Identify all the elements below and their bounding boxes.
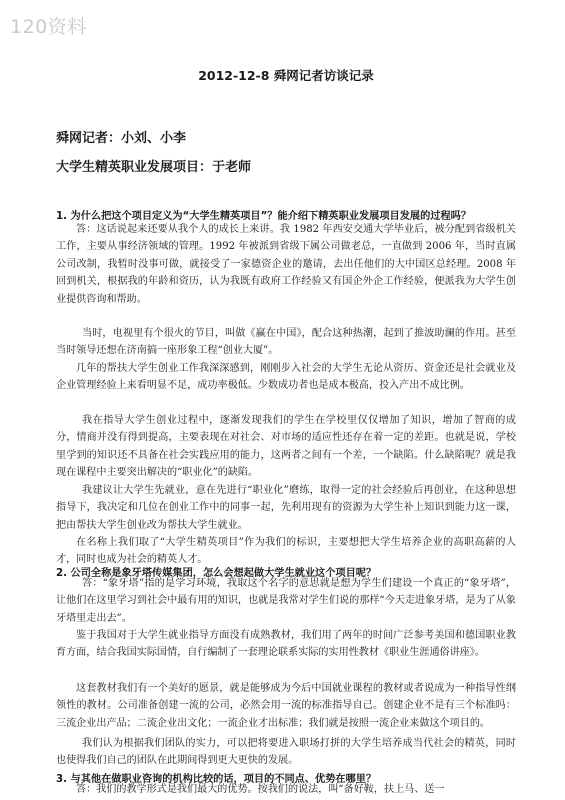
question-3: 3. 与其他在做职业咨询的机构比较的话，项目的不同点、优势在哪里？ bbox=[56, 774, 377, 785]
answer-1-para-6: 在名称上我们取了“大学生精英项目”作为我们的标识，主要想把大学生培养企业的高职高薪的人才，同时也成为社会的精英人才。 bbox=[56, 537, 516, 566]
answer-2-para-3: 这套教材我们有一个美好的愿景，就是能够成为今后中国就业课程的教材或者说成为一种指导性纲领性的教材。公司准备创建一流的公司，必然会用一流的标准指导自己。创建企业不是有三个标准吗：三流企业出产品；二流企业出文化；一流企业才出标准；我们就是按照一流企业来做这个项目的。 bbox=[56, 683, 516, 729]
answer-3-para-1: 答：我们的教学形式是我们最大的优势。按我们的说法，叫“备好鞍，扶上马、送一 bbox=[76, 784, 445, 795]
answer-2-para-4: 我们认为根据我们团队的实力，可以把将要进入职场打拼的大学生培养成当代社会的精英，同时也使得我们自己的团队在此期间得到更大更快的发展。 bbox=[56, 738, 516, 767]
watermark-text: 120资料 bbox=[10, 16, 87, 38]
answer-2-para-1: 答：“象牙塔”指的是学习环境，我取这个名字的意思就是想为学生们建设一个真正的“象牙塔”，让他们在这里学习到社会中最有用的知识，也就是我常对学生们说的那样“今天走进象牙塔，是为了从象牙塔里走出去”。 bbox=[56, 578, 516, 624]
answer-1-para-1: 答：这话说起来还要从我个人的成长上来讲。我 1982 年西安交通大学毕业后，被分配到省级机关工作，主要从事经济领域的管理。1992 年被派到省级下属公司做老总，一直做到 2006 年，当时直属公司改制，我暂时没事可做，就接受了一家德资企业的邀请，去出任他们的大中国区总经理。2008 年回到机关，根据我的年龄和资历，认为我既有政府工作经验又有国企外企工作经验，便派我为大学生创业提供咨询和帮助。 bbox=[56, 224, 516, 305]
answer-1-para-2: 当时，电视里有个很火的节目，叫做《赢在中国》，配合这种热潮，起到了推波助澜的作用。甚至当时领导还想在济南搞一座形象工程“创业大厦”。 bbox=[56, 328, 516, 357]
answer-2-para-2: 鉴于我国对于大学生就业指导方面没有成熟教材，我们用了两年的时间广泛参考美国和德国职业教育方面，结合我国实际国情，自行编制了一套理论联系实际的实用性教材《职业生涯通俗讲座》。 bbox=[56, 630, 516, 659]
project-line: 大学生精英职业发展项目：于老师 bbox=[56, 160, 252, 175]
answer-1-para-5: 我建议让大学生先就业，意在先进行“职业化”磨练，取得一定的社会经验后再创业，在这种思想指导下，我决定和几位在创业工作中的同事一起，先利用现有的资源为大学生补上知识到能力这一课，把由帮扶大学生创业改为帮扶大学生就业。 bbox=[56, 485, 516, 531]
question-1: 1. 为什么把这个项目定义为“大学生精英项目”？能介绍下精英职业发展项目发展的过程吗？ bbox=[56, 211, 472, 222]
answer-1-para-3: 几年的帮扶大学生创业工作我深深感到，刚刚步入社会的大学生无论从资历、资金还是社会就业及企业管理经验上来看明显不足，成功率极低。少数成功者也是成本极高，投入产出不成比例。 bbox=[56, 363, 516, 392]
reporter-line: 舜网记者：小刘、小李 bbox=[56, 131, 187, 146]
question-2: 2. 公司全称是象牙塔传媒集团，怎么会想起做大学生就业这个项目呢？ bbox=[56, 568, 377, 579]
document-title: 2012-12-8 舜网记者访谈记录 bbox=[198, 68, 374, 83]
answer-1-para-4: 我在指导大学生创业过程中，逐渐发现我们的学生在学校里仅仅增加了知识，增加了智商的成分，情商并没有得到提高，主要表现在对社会、对市场的适应性还存在着一定的差距。也就是说，学校里学到的知识还不具备在社会实践应用的能力，这两者之间有一个差，一个缺陷。什么缺陷呢？就是我现在课程中主要突出解决的“职业化”的缺陷。 bbox=[56, 415, 516, 479]
